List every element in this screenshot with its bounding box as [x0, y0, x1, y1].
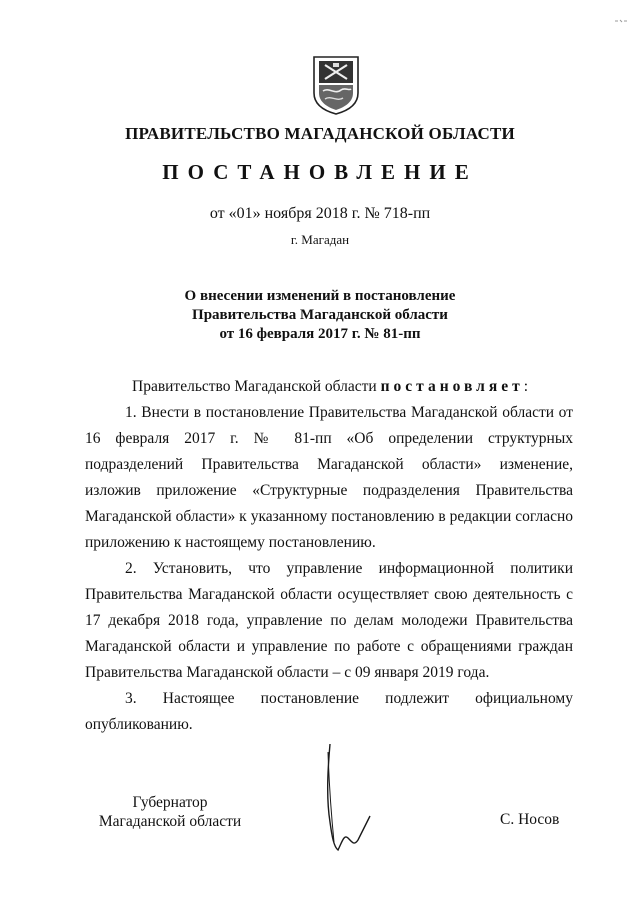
intro-prefix: Правительство Магаданской области	[132, 378, 381, 395]
subject-line-3: от 16 февраля 2017 г. № 81-пп	[219, 326, 421, 342]
signatory-name: С. Носов	[500, 811, 560, 828]
coat-of-arms-icon	[311, 55, 361, 115]
subject-line-2: Правительства Магаданской области	[192, 307, 448, 323]
corner-mark	[614, 18, 628, 24]
subject-line-1: О внесении изменений в постановление	[184, 288, 456, 304]
document-subject	[0, 287, 640, 344]
handwritten-signature	[318, 742, 378, 857]
paragraph-item-2: 2. Установить, что управление информационной политики Правительства Магаданской области осуществляет свою деятельность с 17 декабря 2018 года, управление по делам молодежи Правительства Магаданской области и управление по работе с обращениями граждан Правительства Магаданской области – с 09 января 2019 года.	[85, 560, 573, 681]
position-line-1: Губернатор	[132, 794, 208, 811]
intro-suffix: :	[523, 378, 529, 395]
document-type: ПОСТАНОВЛЕНИЕ	[162, 160, 478, 184]
document-body	[85, 374, 573, 738]
paragraph-item-3: 3. Настоящее постановление подлежит официальному опубликованию.	[85, 690, 573, 733]
paragraph-item-1: 1. Внести в постановление Правительства Магаданской области от 16 февраля 2017 г. № 81-пп «Об определении структурных подразделений Правительства Магаданской области» изменение, изложив приложение «Структурные подразделения Правительства Магаданской области» к указанному постановлению в редакции согласно приложению к настоящему постановлению.	[85, 404, 573, 551]
document-date-number: от «01» ноября 2018 г. № 718-пп	[209, 205, 431, 222]
intro-paragraph	[85, 374, 573, 400]
document-city: г. Магадан	[290, 232, 350, 247]
government-title: ПРАВИТЕЛЬСТВО МАГАДАНСКОЙ ОБЛАСТИ	[125, 124, 515, 143]
position-line-2: Магаданской области	[98, 813, 242, 830]
intro-keyword: постановляет	[380, 378, 524, 395]
signatory-position	[85, 793, 255, 831]
